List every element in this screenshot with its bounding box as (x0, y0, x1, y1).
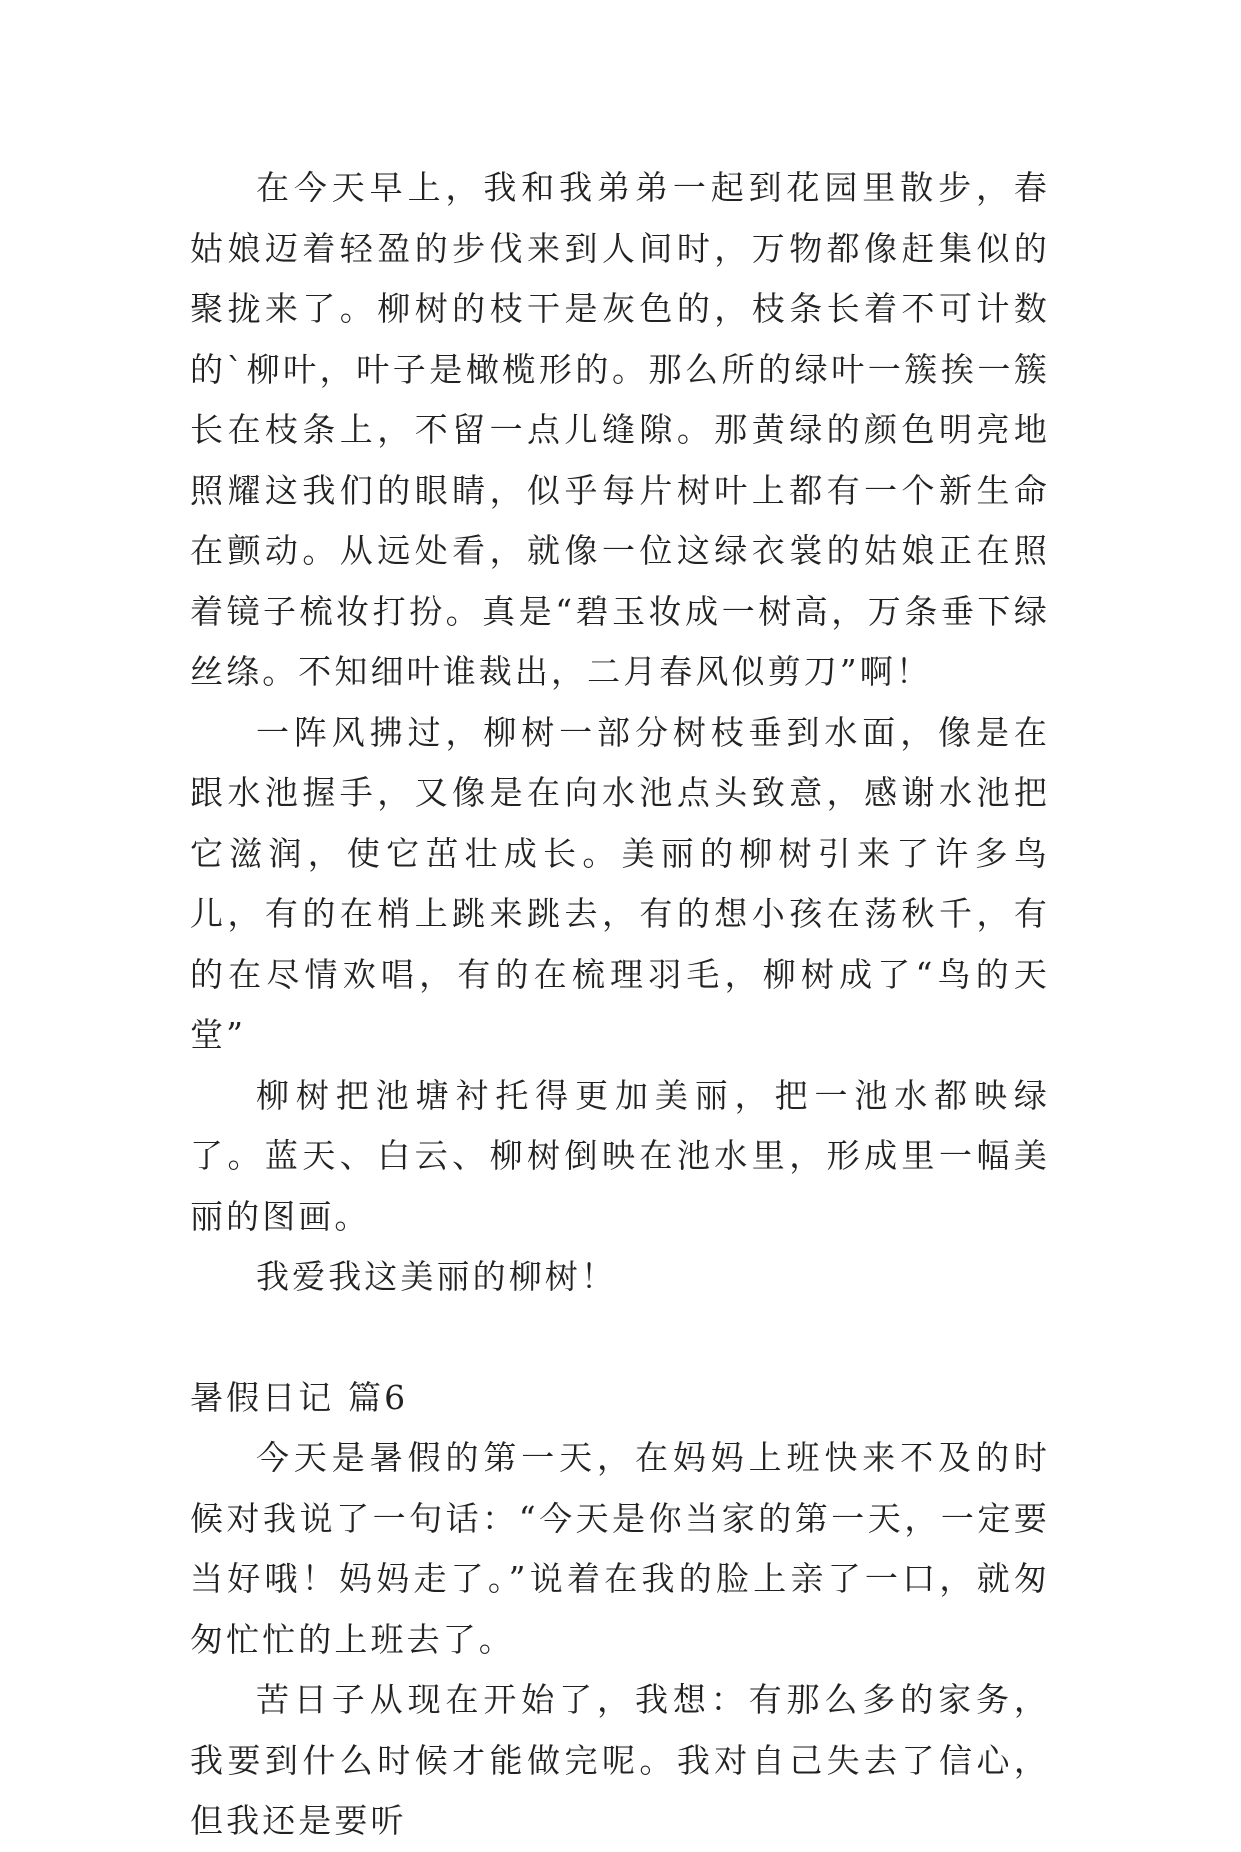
paragraph: 一阵风拂过，柳树一部分树枝垂到水面，像是在跟水池握手，又像是在向水池点头致意，感谢水池把它滋润，使它茁壮成长。美丽的柳树引来了许多鸟儿，有的在梢上跳来跳去，有的想小孩在荡秋千，有的在尽情欢唱，有的在梳理羽毛，柳树成了“鸟的天堂” (190, 712, 1050, 1054)
paragraph: 我爱我这美丽的柳树！ (256, 1257, 617, 1296)
section-title: 暑假日记 篇6 (190, 1377, 409, 1417)
document-body (190, 158, 1050, 1852)
paragraph: 苦日子从现在开始了，我想：有那么多的家务，我要到什么时候才能做完呢。我对自己失去了信心，但我还是要听 (190, 1680, 1050, 1840)
paragraph: 在今天早上，我和我弟弟一起到花园里散步，春姑娘迈着轻盈的步伐来到人间时，万物都像赶集似的聚拢来了。柳树的枝干是灰色的，枝条长着不可计数的`柳叶，叶子是橄榄形的。那么所的绿叶一簇挨一簇长在枝条上，不留一点儿缝隙。那黄绿的颜色明亮地照耀这我们的眼睛，似乎每片树叶上都有一个新生命在颤动。从远处看，就像一位这绿衣裳的姑娘正在照着镜子梳妆打扮。真是“碧玉妆成一树高，万条垂下绿丝绦。不知细叶谁裁出，二月春风似剪刀”啊！ (190, 168, 1050, 691)
paragraph: 柳树把池塘衬托得更加美丽，把一池水都映绿了。蓝天、白云、柳树倒映在池水里，形成里一幅美丽的图画。 (190, 1075, 1050, 1236)
section-gap (190, 1308, 1050, 1368)
paragraph: 今天是暑假的第一天，在妈妈上班快来不及的时候对我说了一句话：“今天是你当家的第一天，一定要当好哦！妈妈走了。”说着在我的脸上亲了一口，就匆匆忙忙的上班去了。 (190, 1438, 1050, 1659)
